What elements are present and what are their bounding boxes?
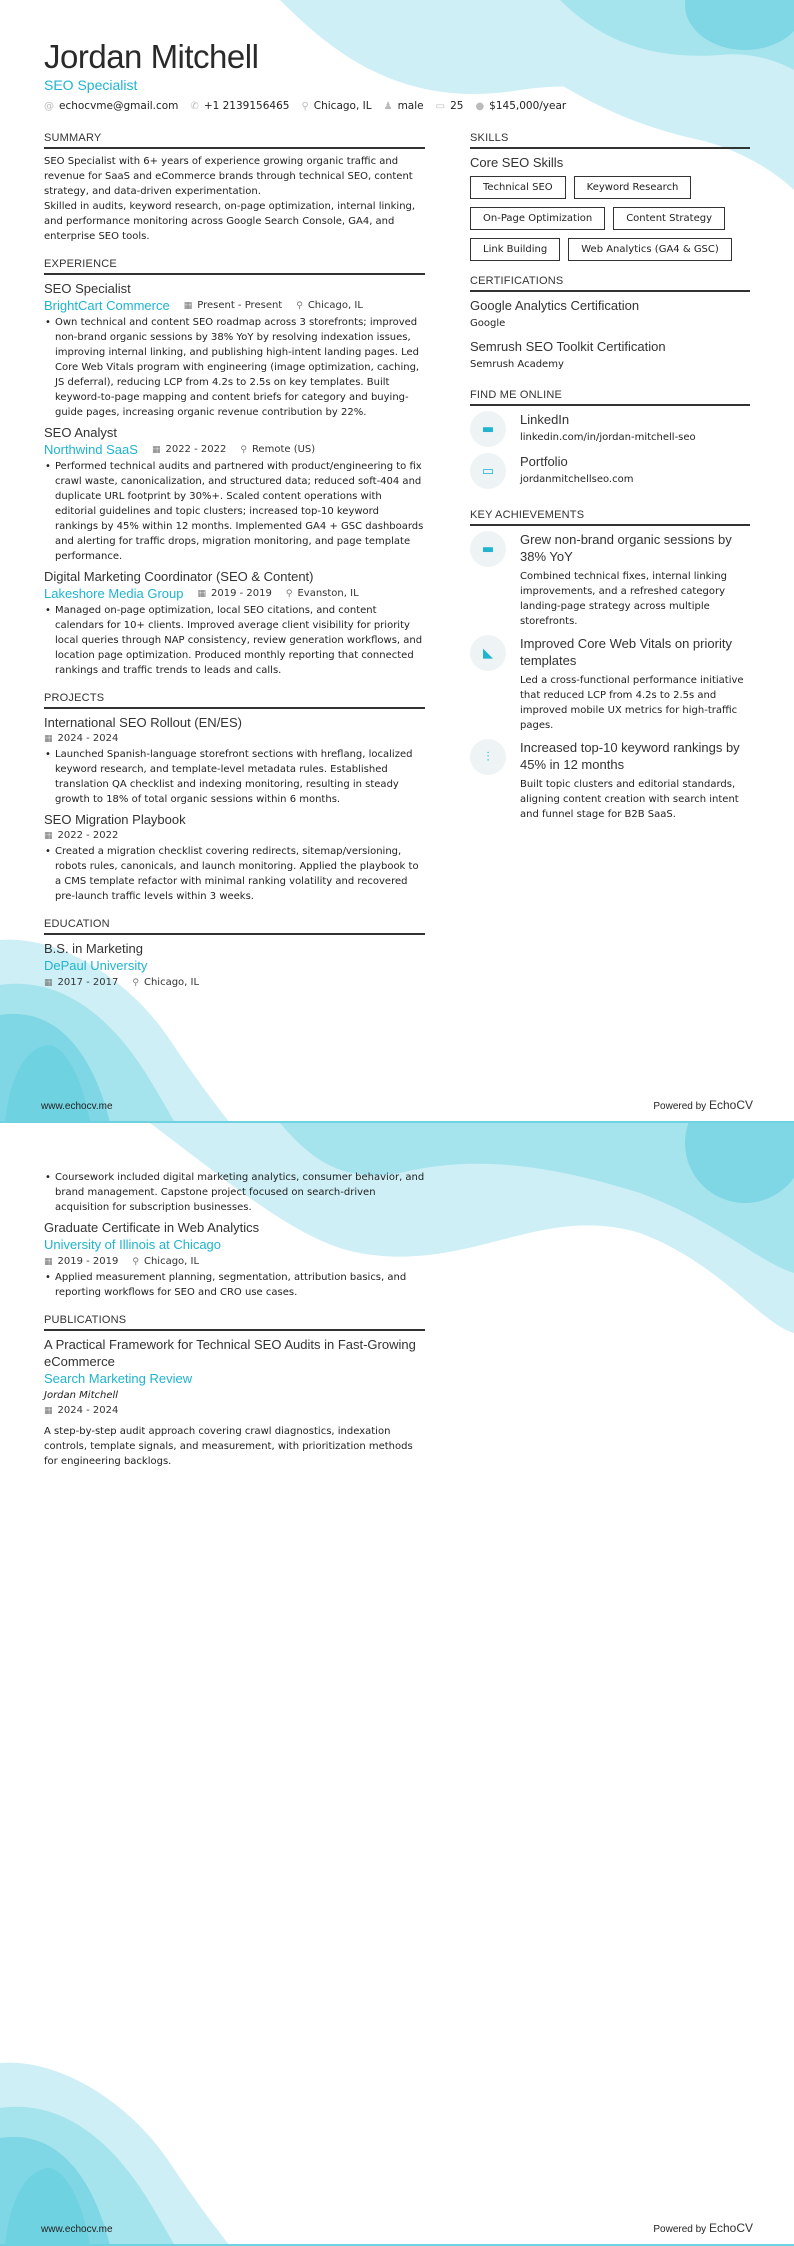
bullet: • Created a migration checklist covering redirects, sitemap/versioning, robots rules, canonicals, and launch monitoring. Applied the playbook to a CMS template refactor with minimal ranking volatility and recovered pre-launch traffic levels within 3 weeks. [44, 844, 425, 904]
project-item [44, 714, 425, 807]
location-icon: ⚲ [240, 445, 247, 455]
skill-tag: Link Building [470, 238, 560, 261]
summary-text: SEO Specialist with 6+ years of experience growing organic traffic and revenue for SaaS and eCommerce brands through technical SEO, content strategy, and data-driven experimentation. [44, 156, 413, 197]
archive-icon: ▬ [470, 531, 506, 567]
degree: Graduate Certificate in Web Analytics [44, 1220, 260, 1235]
calendar-icon: ▦ [44, 1406, 53, 1416]
candidate-name: Jordan Mitchell [44, 38, 259, 75]
card-icon: ▭ [470, 453, 506, 489]
location-icon: ⚲ [285, 589, 293, 599]
calendar-icon: ▦ [44, 978, 53, 988]
link-url[interactable]: linkedin.com/in/jordan-mitchell-seo [520, 432, 696, 443]
salary-icon: ● [475, 101, 485, 112]
degree: B.S. in Marketing [44, 941, 143, 956]
age: 25 [450, 100, 464, 112]
location: Chicago, IL [143, 977, 200, 988]
location-icon: ⚲ [301, 101, 309, 112]
footer-site-link[interactable]: www.echocv.me [41, 1101, 113, 1112]
left-column [44, 132, 425, 991]
publications-heading: PUBLICATIONS [44, 1314, 425, 1331]
online-link-portfolio[interactable] [470, 453, 750, 489]
candidate-title: SEO Specialist [44, 77, 138, 93]
brand-name: EchoCV [708, 2221, 753, 2235]
powered-by-label: Powered by [653, 1101, 707, 1112]
right-column [470, 132, 750, 828]
achievement-desc: Combined technical fixes, internal linking improvements, and a refreshed category landing-page strategy across multiple storefronts. [520, 571, 727, 627]
publication-item [44, 1336, 425, 1469]
dates: 2022 - 2022 [165, 444, 227, 455]
education-item [44, 940, 425, 991]
summary-text: Skilled in audits, keyword research, on-page optimization, internal linking, and performance monitoring across Google Search Console, GA4, and enterprise SEO tools. [44, 201, 416, 242]
page-footer [0, 1095, 794, 1123]
location: Evanston, IL [297, 588, 359, 599]
phone-icon: ✆ [190, 101, 199, 112]
project-item [44, 811, 425, 904]
location: Chicago, IL [307, 300, 363, 311]
brand-name: EchoCV [708, 1098, 753, 1112]
link-label: LinkedIn [520, 412, 570, 427]
location-icon: ⚲ [296, 301, 303, 311]
sliders-icon: ⫶ [470, 739, 506, 775]
dates: Present - Present [197, 300, 283, 311]
education-heading: EDUCATION [44, 918, 425, 935]
job-title: Digital Marketing Coordinator (SEO & Content) [44, 569, 314, 584]
skill-tag: Web Analytics (GA4 & GSC) [568, 238, 732, 261]
dates: 2019 - 2019 [57, 1256, 119, 1267]
certification-name: Google Analytics Certification [470, 298, 640, 313]
school: DePaul University [44, 958, 148, 973]
powered-by-label: Powered by [653, 2224, 707, 2235]
bullet: • Applied measurement planning, segmentation, attribution basics, and reporting workflows for SEO and CRO use cases. [44, 1270, 425, 1300]
gender: male [397, 100, 424, 112]
footer-site-link[interactable]: www.echocv.me [41, 2224, 113, 2235]
left-column [44, 1170, 425, 1469]
calendar-icon: ▭ [435, 101, 446, 112]
experience-item [44, 568, 425, 678]
link-label: Portfolio [520, 454, 568, 469]
location: Remote (US) [251, 444, 316, 455]
bullet: • Launched Spanish-language storefront sections with hreflang, localized keyword research, and template-level metadata rules. Established translation QA checklist and indexing monitoring, resulting in steady growth to 18% of total organic sessions within 6 months. [44, 747, 425, 807]
powered-by [653, 2221, 753, 2235]
achievement-desc: Led a cross-functional performance initiative that reduced LCP from 4.2s to 2.5s and improved mobile UX metrics for high-traffic pages. [520, 675, 744, 731]
contact-info [44, 100, 566, 112]
certification-name: Semrush SEO Toolkit Certification [470, 339, 666, 354]
page-footer [0, 2218, 794, 2246]
dates: 2017 - 2017 [57, 977, 119, 988]
skill-group-title: Core SEO Skills [470, 155, 564, 170]
education-item [44, 1219, 425, 1300]
skill-tag: Keyword Research [574, 176, 692, 199]
achievement-item [470, 531, 750, 629]
dates: 2024 - 2024 [57, 1405, 119, 1416]
company: Lakeshore Media Group [44, 586, 184, 601]
salary: $145,000/year [489, 100, 567, 112]
calendar-icon: ▦ [151, 445, 161, 455]
achievements-heading: KEY ACHIEVEMENTS [470, 509, 750, 526]
location-icon: ⚲ [132, 1257, 139, 1267]
dates: 2019 - 2019 [211, 588, 272, 599]
experience-item [44, 280, 425, 420]
calendar-icon: ▦ [197, 589, 206, 599]
certification-issuer: Google [470, 318, 506, 329]
powered-by [653, 1098, 753, 1112]
achievement-title: Grew non-brand organic sessions by 38% YoY [520, 532, 732, 564]
calendar-icon: ▦ [44, 734, 53, 744]
projects-heading: PROJECTS [44, 692, 425, 709]
skills-heading: SKILLS [470, 132, 750, 149]
job-title: SEO Specialist [44, 281, 131, 296]
phone: +1 2139156465 [203, 100, 290, 112]
achievement-desc: Built topic clusters and editorial standards, aligning content creation with search intent and funnel stage for B2B SaaS. [520, 779, 739, 820]
author: Jordan Mitchell [44, 1390, 119, 1401]
certification-issuer: Semrush Academy [470, 359, 564, 370]
achievement-item [470, 739, 750, 822]
email[interactable]: echocvme@gmail.com [59, 100, 179, 112]
calendar-icon: ▦ [44, 831, 53, 841]
location-icon: ⚲ [132, 978, 139, 988]
certifications-heading: CERTIFICATIONS [470, 275, 750, 292]
bookmark-slash-icon: ◣ [470, 635, 506, 671]
project-name: International SEO Rollout (EN/ES) [44, 715, 242, 730]
email-icon: @ [44, 101, 54, 112]
summary-heading: SUMMARY [44, 132, 425, 149]
calendar-icon: ▦ [44, 1257, 53, 1267]
achievement-title: Improved Core Web Vitals on priority templates [520, 636, 732, 668]
link-url[interactable]: jordanmitchellseo.com [520, 474, 634, 485]
online-link-linkedin[interactable] [470, 411, 750, 447]
achievement-title: Increased top-10 keyword rankings by 45% in 12 months [520, 740, 740, 772]
dates: 2022 - 2022 [57, 830, 119, 841]
job-title: SEO Analyst [44, 425, 117, 440]
company: BrightCart Commerce [44, 298, 170, 313]
archive-icon: ▬ [470, 411, 506, 447]
location: Chicago, IL [143, 1256, 200, 1267]
resume-page-2 [0, 1123, 794, 2246]
skill-tag: Technical SEO [470, 176, 566, 199]
bullet: • Own technical and content SEO roadmap across 3 storefronts; improved non-brand organic sessions by 38% YoY by resolving indexation issues, improving internal linking, and publishing high-intent landing pages. Led Core Web Vitals program with engineering (image optimization, caching, JS deferral), reducing LCP from 4.2s to 2.5s on key templates. Built keyword-to-page mapping and content briefs for category and buying-guide pages, increasing organic revenue contribution by 22%. [44, 315, 425, 420]
project-name: SEO Migration Playbook [44, 812, 186, 827]
bullet: • Performed technical audits and partnered with product/engineering to fix crawl waste, canonicalization, and structured data; reduced soft-404 and duplicate URL footprint by 30%+. Scaled content operations with editorial guidelines and topic clusters; increased top-10 keyword rankings by 45% within 12 months. Implemented GA4 + GSC dashboards and alerting for traffic drops, migration monitoring, and page template performance. [44, 459, 425, 564]
publication-desc: A step-by-step audit approach covering crawl diagnostics, indexation controls, template signals, and measurement, with prioritization methods for engineering backlogs. [44, 1426, 413, 1467]
skill-tags [470, 176, 750, 261]
calendar-icon: ▦ [183, 301, 193, 311]
company: Northwind SaaS [44, 442, 138, 457]
skill-tag: Content Strategy [613, 207, 725, 230]
publisher: Search Marketing Review [44, 1371, 193, 1386]
bullet: • Coursework included digital marketing analytics, consumer behavior, and brand management. Capstone project focused on search-driven acquisition for subscription businesses. [44, 1170, 425, 1215]
online-heading: FIND ME ONLINE [470, 389, 750, 406]
skill-tag: On-Page Optimization [470, 207, 605, 230]
experience-heading: EXPERIENCE [44, 258, 425, 275]
experience-item [44, 424, 425, 564]
publication-title: A Practical Framework for Technical SEO Audits in Fast-Growing eCommerce [44, 1337, 416, 1369]
school: University of Illinois at Chicago [44, 1237, 222, 1252]
bullet: • Managed on-page optimization, local SEO citations, and content calendars for 10+ clients. Improved average client visibility for priority local queries through NAP consistency, review generation workflows, and location page optimization. Produced monthly reporting that connected rankings and traffic trends to leads and calls. [44, 603, 425, 678]
person-icon: ♟ [383, 101, 393, 112]
achievement-item [470, 635, 750, 733]
location: Chicago, IL [313, 100, 372, 112]
dates: 2024 - 2024 [57, 733, 119, 744]
